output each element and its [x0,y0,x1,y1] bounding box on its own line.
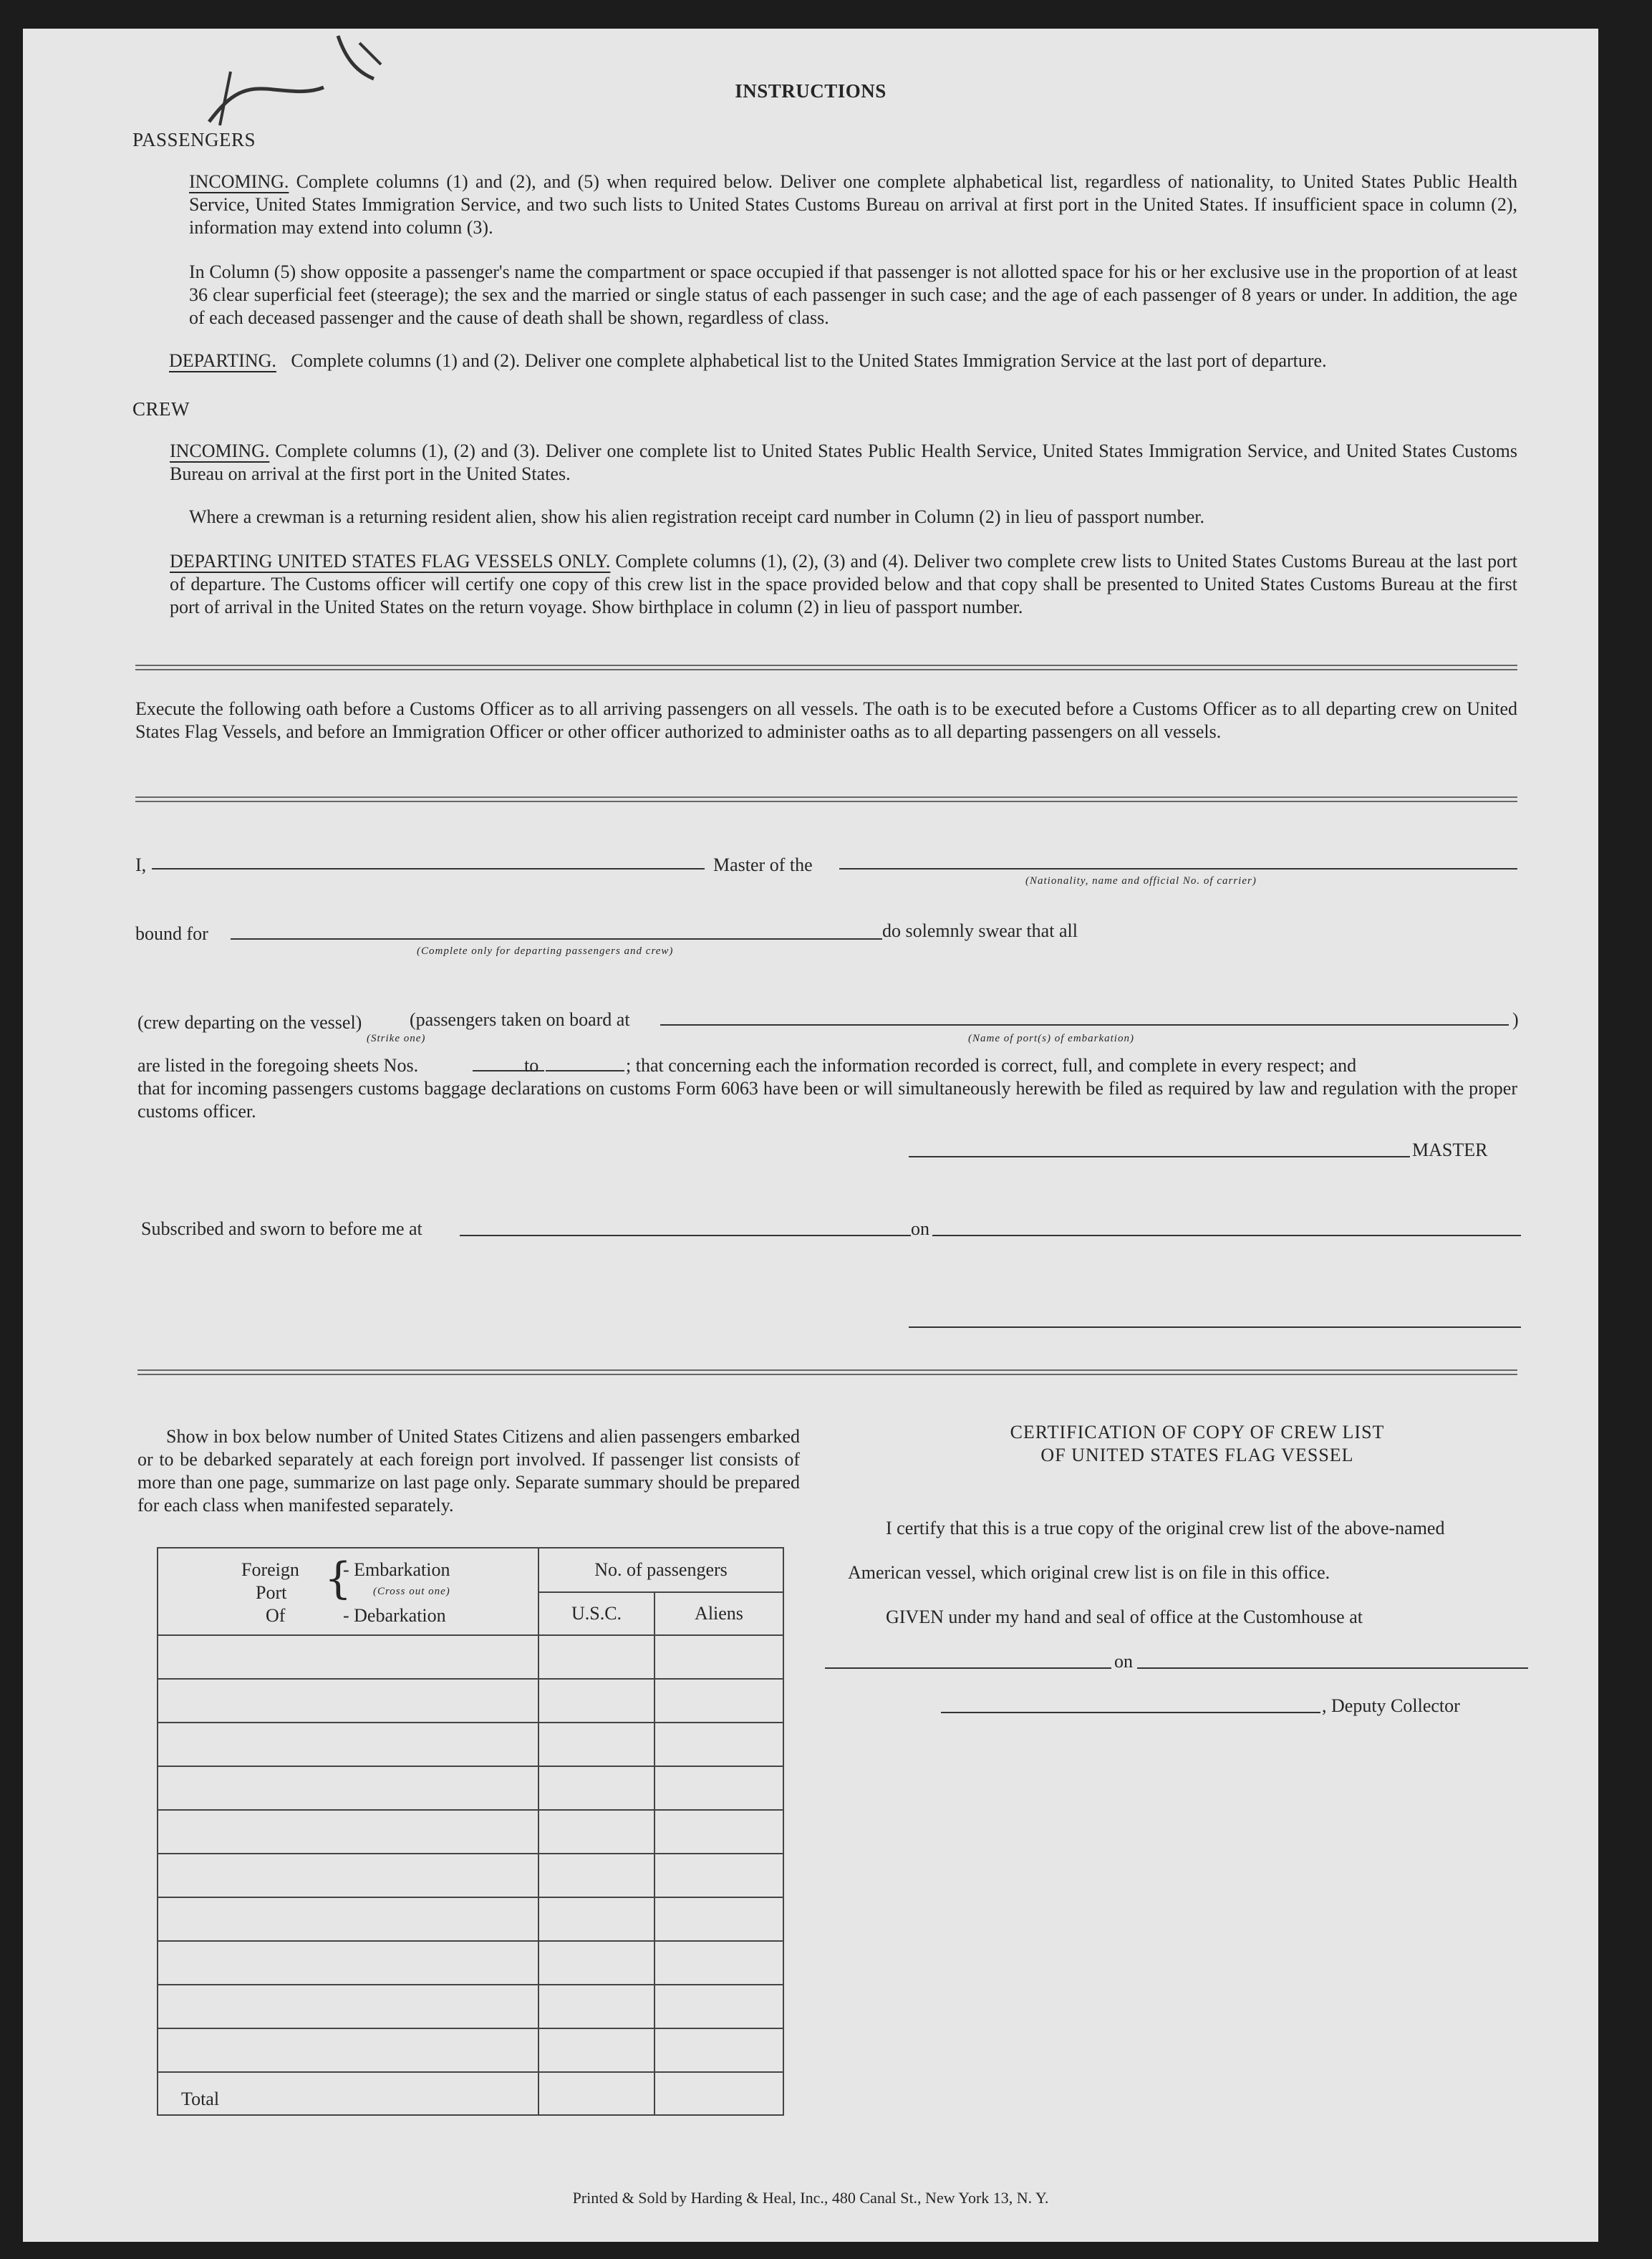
table-row [158,1985,783,2028]
total-aliens-cell[interactable] [654,2072,783,2115]
aliens-cell[interactable] [654,2028,783,2072]
concerning-text: ; that concerning each the information recorded is correct, full, and complete in every respect; and [626,1055,1357,1076]
table-row [158,1854,783,1897]
aliens-cell[interactable] [654,1679,783,1723]
crew-incoming-instructions [170,440,1517,486]
total-usc-cell[interactable] [538,2072,654,2115]
total-row [158,2072,783,2115]
passengers-column5-instructions: In Column (5) show opposite a passenger's name the compartment or space occupied if that passenger is not allotted space for his or her exclusive use in the proportion of at least 36 clear superficial feet (steerage); the sex and the married or single status of each passenger in such case; and the age of each passenger of 8 years or under. In addition, the age of each deceased passenger and the cause of death shall be shown, regardless of class. [189,261,1517,328]
certify-line-2: American vessel, which original crew list is on file in this office. [848,1562,1330,1583]
given-line: GIVEN under my hand and seal of office at the Customhouse at [886,1607,1363,1627]
port-cell[interactable] [158,1723,538,1766]
nationality-note: (Nationality, name and official No. of carrier) [1025,875,1257,887]
swear-text: do solemnly swear that all [882,920,1078,941]
incoming-declaration-text: that for incoming passengers customs baggage declarations on customs Form 6063 have been or will simultaneously herewith be filed as required by law and regulation with the proper customs officer. [137,1078,1517,1122]
usc-cell[interactable] [538,1854,654,1897]
section-divider [135,796,1517,802]
deputy-collector-label: , Deputy Collector [1322,1695,1460,1716]
passengers-taken-option[interactable]: (passengers taken on board at [410,1009,630,1030]
debarkation-label: - Debarkation [343,1605,446,1626]
bound-for-label: bound for [135,923,208,944]
port-cell[interactable] [158,1985,538,2028]
brace-icon: { [324,1554,352,1604]
embarkation-ports-field[interactable] [660,1024,1509,1026]
crew-incoming-label: INCOMING. [170,440,270,461]
aliens-cell[interactable] [654,1723,783,1766]
close-paren: ) [1512,1009,1519,1030]
aliens-cell[interactable] [654,1766,783,1810]
table-row [158,1941,783,1985]
usc-cell[interactable] [538,1897,654,1941]
aliens-cell[interactable] [654,1897,783,1941]
passengers-incoming-text: Complete columns (1) and (2), and (5) when required below. Deliver one complete alphabetical list, regardless of nationality, to United States Public Health Service, United States Immigration Service, and two such lists to United States Customs Bureau on arrival at first port in the United States. If insufficient space in column (2), information may extend into column (3). [189,171,1517,238]
aliens-cell[interactable] [654,1635,783,1679]
port-cell[interactable] [158,1897,538,1941]
to-label: to [524,1055,539,1076]
passenger-summary-table [157,1547,784,2116]
section-divider [135,665,1517,670]
aliens-header: Aliens [654,1592,783,1635]
usc-cell[interactable] [538,1679,654,1723]
port-cell[interactable] [158,1766,538,1810]
destination-field[interactable] [231,938,882,940]
aliens-cell[interactable] [654,1810,783,1854]
aliens-cell[interactable] [654,1985,783,2028]
master-label: MASTER [1412,1140,1488,1160]
crew-departing-text: Complete columns (1), (2), (3) and (4). Deliver two complete crew lists to United States Customs Bureau at the last port of departure. The Customs officer will certify one copy of this crew list in the space provided below and that copy shall be presented to United States Customs Bureau at the first port of arrival in the United States on the return voyage. Show birthplace in column (2) in lieu of passport number. [170,551,1517,617]
deputy-signature-field[interactable] [941,1712,1320,1713]
section-divider [137,1369,1517,1375]
port-cell[interactable] [158,1635,538,1679]
port-cell[interactable] [158,2028,538,2072]
passengers-departing-label: DEPARTING. [169,350,276,371]
port-cell[interactable] [158,1810,538,1854]
table-row [158,1810,783,1854]
usc-cell[interactable] [538,1766,654,1810]
usc-cell[interactable] [538,1723,654,1766]
strike-one-note: (Strike one) [367,1033,426,1044]
passengers-departing-instructions [169,350,1522,372]
usc-cell[interactable] [538,1941,654,1985]
master-signature-field[interactable] [909,1156,1410,1157]
sworn-date-field[interactable] [932,1235,1521,1236]
crew-departing-instructions [170,550,1517,619]
embarkation-label: - Embarkation [343,1559,450,1580]
port-cell[interactable] [158,1679,538,1723]
crew-incoming-text: Complete columns (1), (2) and (3). Deliver one complete list to United States Public Health Service, United States Immigration Service, and United States Customs Bureau on arrival at the first port in the United States. [170,440,1517,484]
usc-cell[interactable] [538,1985,654,2028]
passengers-header: No. of passengers [538,1548,783,1592]
complete-only-note: (Complete only for departing passengers and crew) [417,945,674,957]
of-label: Of [266,1605,286,1626]
certification-title-1: CERTIFICATION OF COPY OF CREW LIST [1010,1422,1385,1442]
table-row [158,2028,783,2072]
crew-departing-label: DEPARTING UNITED STATES FLAG VESSELS ONLY. [170,551,611,572]
port-label: Port [256,1582,287,1603]
table-row [158,1766,783,1810]
certification-title-2: OF UNITED STATES FLAG VESSEL [1040,1445,1354,1465]
crew-departing-option[interactable]: (crew departing on the vessel) [137,1012,362,1033]
cert-on-label: on [1114,1651,1133,1672]
oath-i-label: I, [135,854,147,875]
usc-cell[interactable] [538,1810,654,1854]
passengers-departing-text: Complete columns (1) and (2). Deliver one complete alphabetical list to the United States Immigration Service at the last port of departure. [291,350,1327,371]
passengers-incoming-instructions [189,170,1517,239]
cross-out-note: (Cross out one) [373,1586,450,1597]
usc-cell[interactable] [538,1635,654,1679]
certify-line-1: I certify that this is a true copy of the original crew list of the above-named [886,1518,1445,1538]
port-header-cell [158,1548,538,1635]
listed-text: are listed in the foregoing sheets Nos. [137,1055,419,1076]
master-name-field[interactable] [152,868,705,870]
carrier-field[interactable] [839,868,1517,870]
subscribed-text: Subscribed and sworn to before me at [141,1218,422,1239]
passengers-incoming-label: INCOMING. [189,171,289,192]
aliens-cell[interactable] [654,1941,783,1985]
customhouse-field[interactable] [825,1667,1111,1669]
table-row [158,1679,783,1723]
sworn-on-label: on [911,1218,929,1239]
crew-resident-instructions: Where a crewman is a returning resident alien, show his alien registration receipt card number in Column (2) in lieu of passport number. [189,506,1205,527]
aliens-cell[interactable] [654,1854,783,1897]
master-of-the-label: Master of the [713,854,813,875]
port-cell[interactable] [158,1854,538,1897]
sheet-to-field[interactable] [546,1070,624,1071]
oath-intro: Execute the following oath before a Customs Officer as to all arriving passengers on all vessels. The oath is to be executed before a Customs Officer as to all departing crew on United States Flag Vessels, and before an Immigration Officer or other officer authorized to administer oaths as to all departing passengers on all vessels. [135,698,1517,742]
officer-signature-field[interactable] [909,1326,1521,1328]
form-page [23,29,1598,2242]
total-label: Total [158,2072,538,2115]
ports-note: (Name of port(s) of embarkation) [968,1033,1134,1044]
passengers-heading: PASSENGERS [132,129,256,150]
port-cell[interactable] [158,1941,538,1985]
table-row [158,1897,783,1941]
table-row [158,1723,783,1766]
foreign-label: Foreign [241,1559,299,1580]
sworn-place-field[interactable] [460,1235,911,1236]
usc-cell[interactable] [538,2028,654,2072]
page-title: INSTRUCTIONS [735,80,887,102]
summary-instructions: Show in box below number of United States Citizens and alien passengers embarked or to be debarked separately at each foreign port involved. If passenger list consists of more than one page, summarize on last page only. Separate summary should be prepared for each class when manifested separately. [137,1426,800,1516]
usc-header: U.S.C. [538,1592,654,1635]
cert-date-field[interactable] [1137,1667,1528,1669]
crew-heading: CREW [132,398,190,420]
printer-footer: Printed & Sold by Harding & Heal, Inc., 480 Canal St., New York 13, N. Y. [572,2189,1049,2207]
table-row [158,1635,783,1679]
